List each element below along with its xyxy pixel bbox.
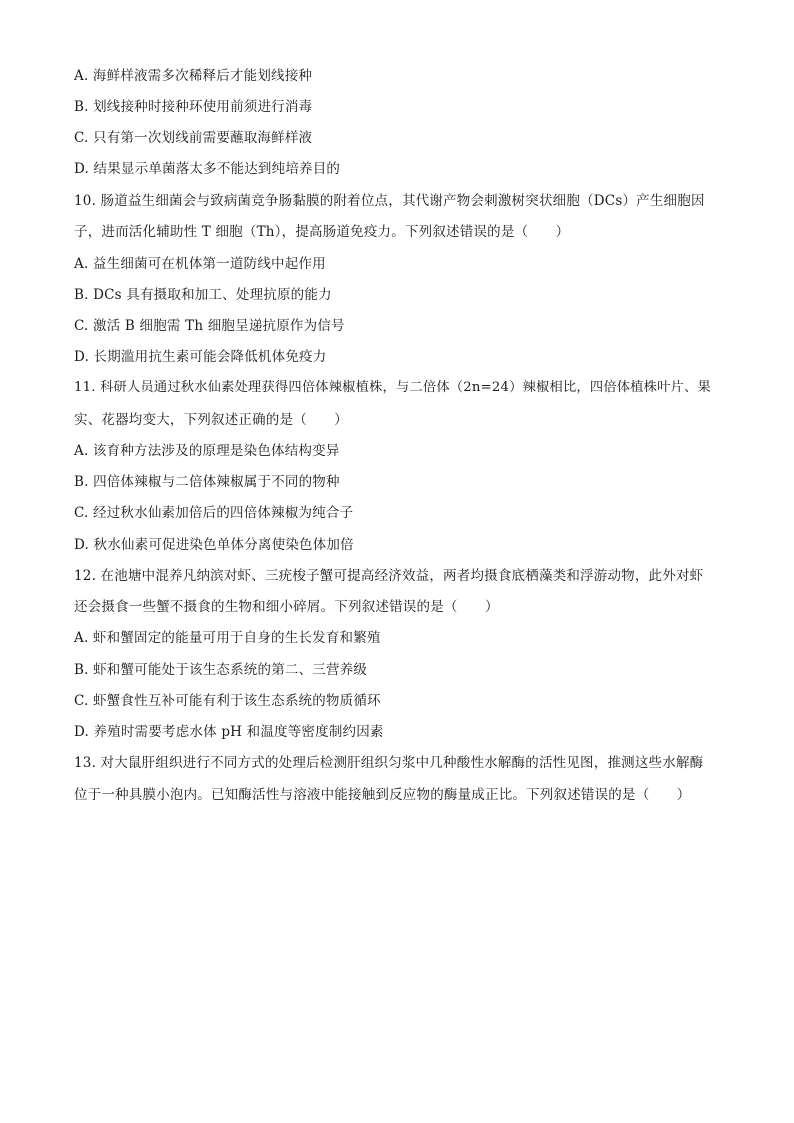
q13-stem-line2: 位于一种具膜小泡内。已知酶活性与溶液中能接触到反应物的酶量成正比。下列叙述错误的是（ ）	[74, 787, 691, 803]
q9-option-a: A. 海鲜样液需多次稀释后才能划线接种	[74, 68, 313, 84]
q11-option-c: C. 经过秋水仙素加倍后的四倍体辣椒为纯合子	[74, 505, 354, 521]
q11-stem-line2: 实、花器均变大，下列叙述正确的是（ ）	[74, 412, 348, 428]
q12-option-b: B. 虾和蟹可能处于该生态系统的第二、三营养级	[74, 662, 368, 678]
q9-option-c: C. 只有第一次划线前需要蘸取海鲜样液	[74, 130, 313, 146]
q10-stem-line2: 子，进而活化辅助性 T 细胞（Th），提高肠道免疫力。下列叙述错误的是（ ）	[74, 224, 570, 240]
q9-option-d: D. 结果显示单菌落太多不能达到纯培养目的	[74, 161, 341, 177]
q12-stem-line1: 12. 在池塘中混养凡纳滨对虾、三疣梭子蟹可提高经济效益，两者均摄食底栖藻类和浮游动物，此外对虾	[74, 568, 704, 584]
q10-option-a: A. 益生细菌可在机体第一道防线中起作用	[74, 256, 326, 272]
q10-option-b: B. DCs 具有摄取和加工、处理抗原的能力	[74, 287, 332, 303]
q12-option-c: C. 虾蟹食性互补可能有利于该生态系统的物质循环	[74, 693, 381, 709]
q11-option-d: D. 秋水仙素可促进染色单体分离使染色体加倍	[74, 537, 354, 553]
q10-stem-line1: 10. 肠道益生细菌会与致病菌竞争肠黏膜的附着位点，其代谢产物会刺激树突状细胞（DCs）产生细胞因	[74, 193, 705, 209]
q10-option-c: C. 激活 B 细胞需 Th 细胞呈递抗原作为信号	[74, 318, 345, 334]
q12-option-a: A. 虾和蟹固定的能量可用于自身的生长发育和繁殖	[74, 630, 381, 646]
q11-option-b: B. 四倍体辣椒与二倍体辣椒属于不同的物种	[74, 474, 340, 490]
q13-stem-line1: 13. 对大鼠肝组织进行不同方式的处理后检测肝组织匀浆中几种酸性水解酶的活性见图，推测这些水解酶	[74, 755, 704, 771]
q12-stem-line2: 还会摄食一些蟹不摄食的生物和细小碎屑。下列叙述错误的是（ ）	[74, 599, 499, 615]
q11-stem-line1: 11. 科研人员通过秋水仙素处理获得四倍体辣椒植株，与二倍体（2n=24）辣椒相比，四倍体植株叶片、果	[74, 380, 711, 395]
q12-option-d: D. 养殖时需要考虑水体 pH 和温度等密度制约因素	[74, 724, 384, 740]
q11-option-a: A. 该育种方法涉及的原理是染色体结构变异	[74, 443, 340, 459]
q10-option-d: D. 长期滥用抗生素可能会降低机体免疫力	[74, 349, 327, 365]
q9-option-b: B. 划线接种时接种环使用前须进行消毒	[74, 99, 313, 115]
